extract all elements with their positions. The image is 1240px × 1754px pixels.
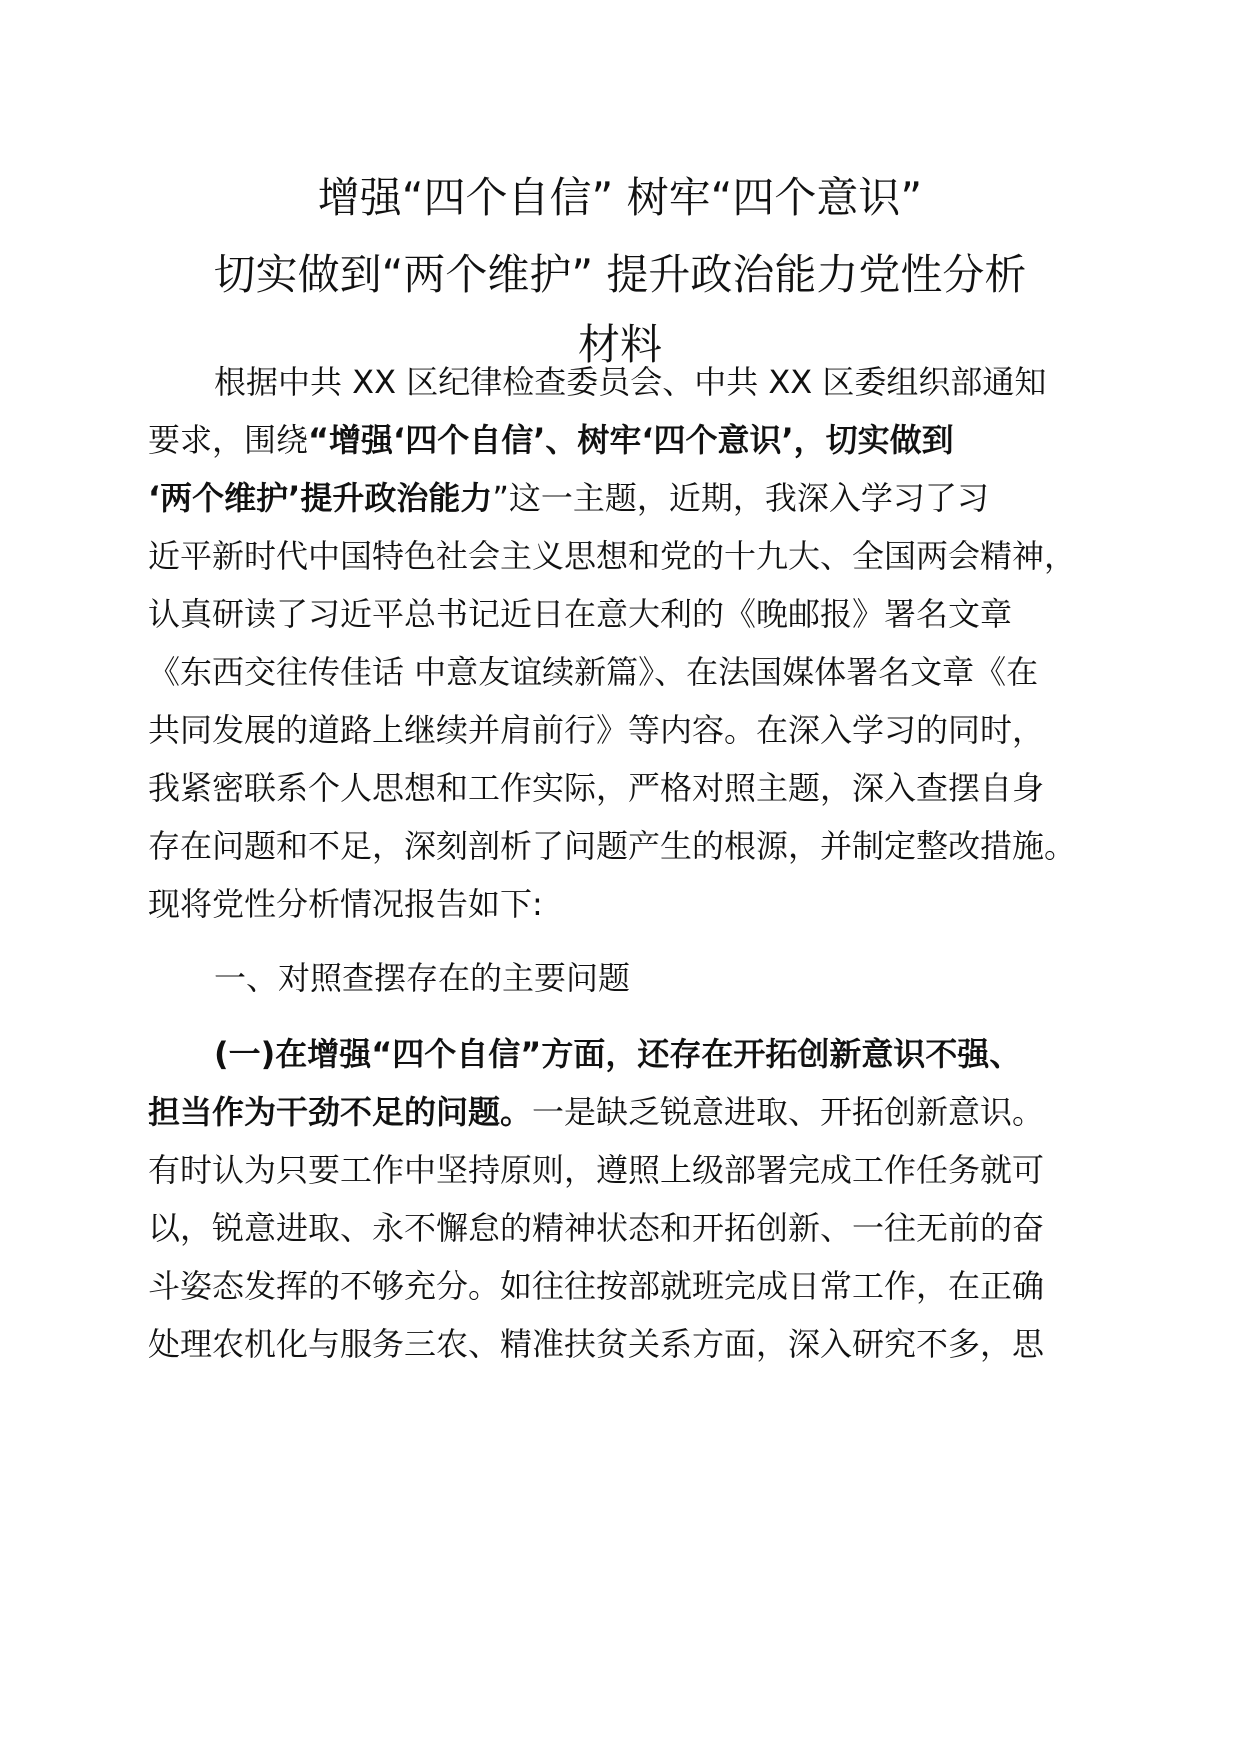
paragraph-line: 我紧密联系个人思想和工作实际，严格对照主题，深入查摆自身 bbox=[148, 769, 1045, 807]
document-title-line-3: 材料 bbox=[577, 320, 662, 369]
subsection-heading-line: (一)在增强“四个自信”方面，还存在开拓创新意识不强、 bbox=[214, 1035, 1022, 1073]
paragraph-line bbox=[148, 1088, 1044, 1136]
paragraph-text: ”这一主题，近期，我深入学习了习 bbox=[492, 479, 989, 517]
paragraph-line: 以，锐意进取、永不懈怠的精神状态和开拓创新、一往无前的奋 bbox=[148, 1209, 1045, 1247]
paragraph-emphasis: ‘两个维护’提升政治能力 bbox=[148, 479, 493, 517]
paragraph-emphasis: “增强‘四个自信’、树牢‘四个意识’，切实做到 bbox=[308, 421, 954, 459]
paragraph-line: 共同发展的道路上继续并肩前行》等内容。在深入学习的同时， bbox=[148, 711, 1045, 749]
subsection-heading-text: 担当作为干劲不足的问题。 bbox=[148, 1093, 533, 1131]
paragraph-line: 根据中共 XX 区纪律检查委员会、中共 XX 区委组织部通知 bbox=[214, 363, 1047, 401]
paragraph-line bbox=[148, 474, 989, 522]
paragraph-line: 斗姿态发挥的不够充分。如往往按部就班完成日常工作，在正确 bbox=[148, 1267, 1045, 1305]
paragraph-line: 现将党性分析情况报告如下: bbox=[148, 885, 543, 923]
section-heading: 一、对照查摆存在的主要问题 bbox=[214, 959, 631, 997]
paragraph-line: 近平新时代中国特色社会主义思想和党的十九大、全国两会精神， bbox=[148, 537, 1077, 575]
document-title-line-1: 增强“四个自信” 树牢“四个意识” bbox=[317, 173, 923, 222]
paragraph-text: 一是缺乏锐意进取、开拓创新意识。 bbox=[532, 1093, 1045, 1131]
paragraph-line: 处理农机化与服务三农、精准扶贫关系方面，深入研究不多，思 bbox=[148, 1325, 1045, 1363]
paragraph-line bbox=[148, 416, 954, 464]
paragraph-line: 认真研读了习近平总书记近日在意大利的《晚邮报》署名文章 bbox=[148, 595, 1013, 633]
paragraph-line: 存在问题和不足，深刻剖析了问题产生的根源，并制定整改措施。 bbox=[148, 827, 1077, 865]
paragraph-text: 要求，围绕 bbox=[148, 421, 309, 459]
document-title-line-2: 切实做到“两个维护” 提升政治能力党性分析 bbox=[213, 250, 1027, 299]
paragraph-line: 《东西交往传佳话 中意友谊续新篇》、在法国媒体署名文章《在 bbox=[148, 653, 1039, 691]
paragraph-line: 有时认为只要工作中坚持原则，遵照上级部署完成工作任务就可 bbox=[148, 1151, 1045, 1189]
